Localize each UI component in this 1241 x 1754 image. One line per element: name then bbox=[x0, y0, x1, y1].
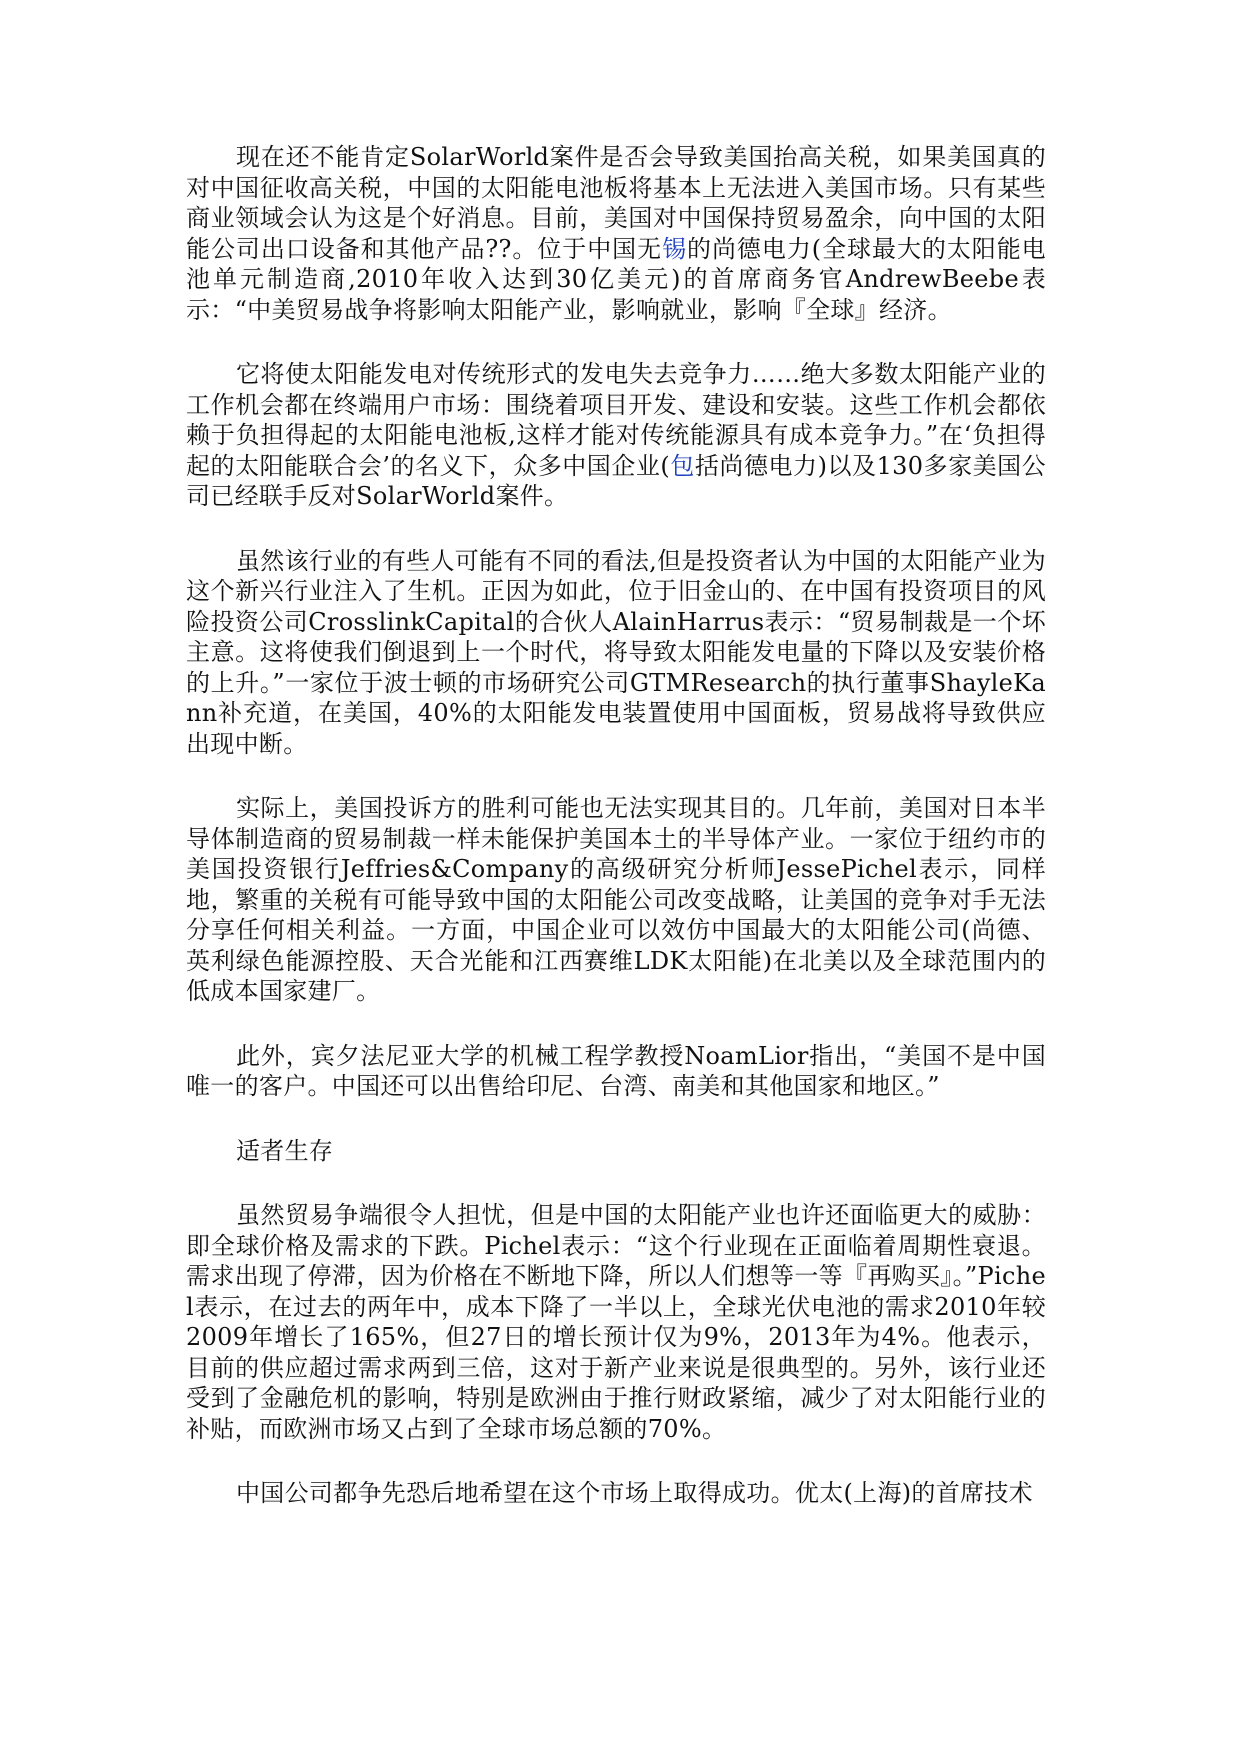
paragraph-1-link[interactable]: 锡 bbox=[662, 234, 688, 263]
paragraph-2-link[interactable]: 包 bbox=[670, 451, 695, 480]
paragraph-6: 虽然贸易争端很令人担忧，但是中国的太阳能产业也许还面临更大的威胁：即全球价格及需求的下跌。Pichel表示：“这个行业现在正面临着周期性衰退。需求出现了停滞，因为价格在不断地下降，所以人们想等一等『再购买』。”Pichel表示，在过去的两年中，成本下降了一半以上，全球光伏电池的需求2010年较2009年增长了165%，但27日的增长预计仅为9%，2013年为4%。他表示，目前的供应超过需求两到三倍，这对于新产业来说是很典型的。另外，该行业还受到了金融危机的影响，特别是欧洲由于推行财政紧缩，减少了对太阳能行业的补贴，而欧洲市场又占到了全球市场总额的70%。 bbox=[186, 1201, 1046, 1443]
paragraph-2-text-b: 括尚德电力)以及130多家美国公司已经联手反对SolarWorld案件。 bbox=[186, 451, 1046, 510]
paragraph-7: 中国公司都争先恐后地希望在这个市场上取得成功。优太(上海)的首席技术 bbox=[236, 1479, 1033, 1507]
paragraph-1-text-a: 现在还不能肯定SolarWorld案件是否会导致美国抬高关税，如果美国真的对中国征收高关税，中国的太阳能电池板将基本上无法进入美国市场。只有某些商业领域会认为这是个好消息。目前，美国对中国保持贸易盈余，向中国的太阳能公司出口设备和其他产品??。位于中国无 bbox=[186, 143, 1046, 263]
section-heading: 适者生存 bbox=[236, 1136, 334, 1165]
paragraph-4: 实际上，美国投诉方的胜利可能也无法实现其目的。几年前，美国对日本半导体制造商的贸易制裁一样未能保护美国本土的半导体产业。一家位于纽约市的美国投资银行Jeffries&Company的高级研究分析师JessePichel表示，同样地，繁重的关税有可能导致中国的太阳能公司改变战略，让美国的竞争对手无法分享任何相关利益。一方面，中国企业可以效仿中国最大的太阳能公司(尚德、英利绿色能源控股、天合光能和江西赛维LDK太阳能)在北美以及全球范围内的低成本国家建厂。 bbox=[186, 794, 1046, 1005]
document-page bbox=[186, 142, 1046, 1543]
paragraph-5: 此外，宾夕法尼亚大学的机械工程学教授NoamLior指出，“美国不是中国唯一的客户。中国还可以出售给印尼、台湾、南美和其他国家和地区。” bbox=[186, 1041, 1046, 1100]
paragraph-1-text-b: 的尚德电力(全球最大的太阳能电池单元制造商,2010年收入达到30亿美元)的首席商务官AndrewBeebe表示：“中美贸易战争将影响太阳能产业，影响就业，影响『全球』经济。 bbox=[186, 234, 1046, 324]
paragraph-3: 虽然该行业的有些人可能有不同的看法,但是投资者认为中国的太阳能产业为这个新兴行业注入了生机。正因为如此，位于旧金山的、在中国有投资项目的风险投资公司CrosslinkCapital的合伙人AlainHarrus表示：“贸易制裁是一个坏主意。这将使我们倒退到上一个时代，将导致太阳能发电量的下降以及安装价格的上升。”一家位于波士顿的市场研究公司GTMResearch的执行董事ShayleKann补充道，在美国，40%的太阳能发电装置使用中国面板，贸易战将导致供应出现中断。 bbox=[186, 546, 1046, 758]
paragraph-2-text-a: 它将使太阳能发电对传统形式的发电失去竞争力……绝大多数太阳能产业的工作机会都在终端用户市场：围绕着项目开发、建设和安装。这些工作机会都依赖于负担得起的太阳能电池板,这样才能对传统能源具有成本竞争力。”在‘负担得起的太阳能联合会’的名义下，众多中国企业( bbox=[186, 360, 1046, 480]
paragraph-1 bbox=[186, 142, 1046, 325]
paragraph-2 bbox=[186, 359, 1046, 512]
